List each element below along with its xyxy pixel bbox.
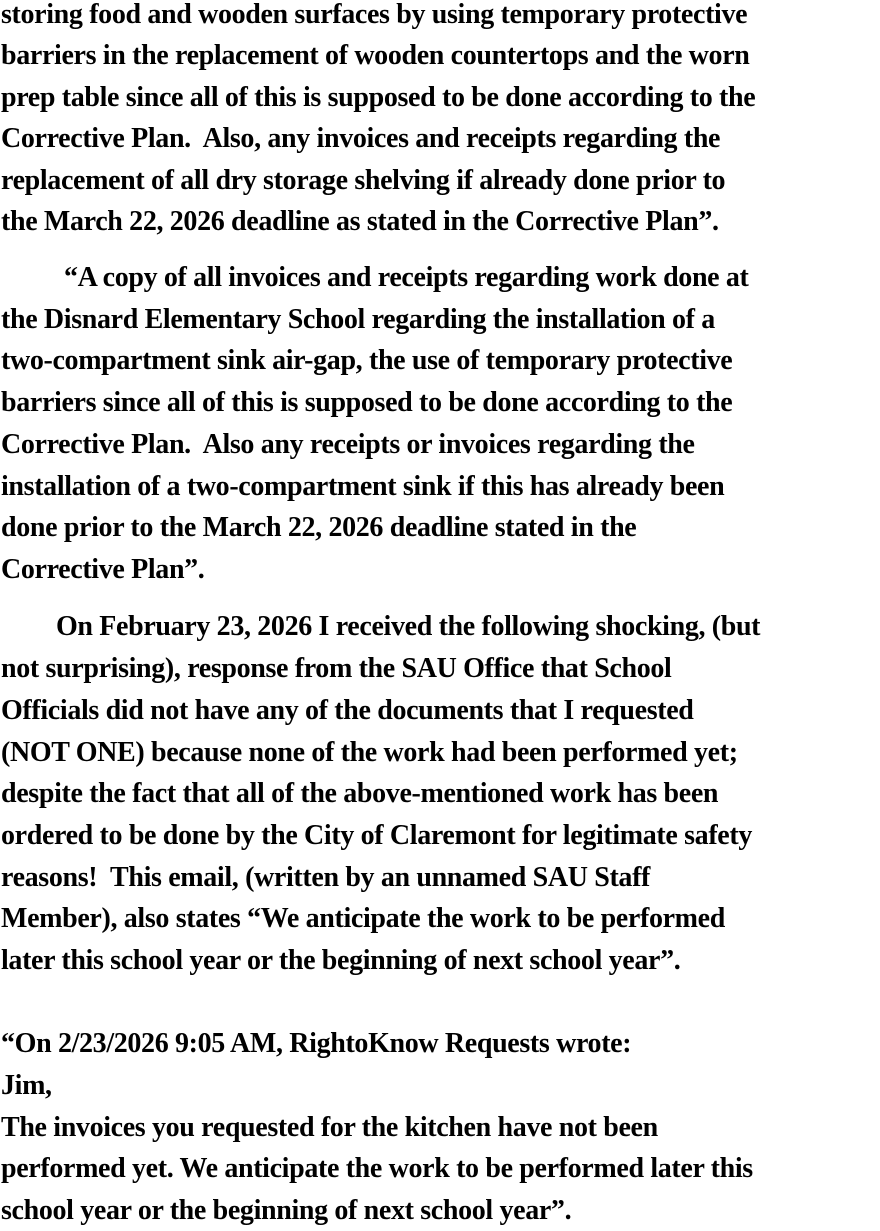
text-line: “A copy of all invoices and receipts regarding work done at bbox=[64, 262, 749, 293]
text-line: barriers since all of this is supposed to be done according to the bbox=[1, 387, 733, 418]
text-line: On February 23, 2026 I received the following shocking, (but bbox=[56, 611, 761, 642]
text-line: the March 22, 2026 deadline as stated in the Corrective Plan”. bbox=[1, 206, 719, 237]
email-salutation: Jim, bbox=[1, 1070, 52, 1101]
text-line: The invoices you requested for the kitchen have not been bbox=[1, 1112, 658, 1143]
text-line: Corrective Plan”. bbox=[1, 554, 205, 585]
text-line: Member), also states “We anticipate the work to be performed bbox=[1, 903, 725, 934]
text-line: storing food and wooden surfaces by using temporary protective bbox=[1, 0, 748, 30]
text-line: done prior to the March 22, 2026 deadline stated in the bbox=[1, 512, 637, 543]
text-line: despite the fact that all of the above-mentioned work has been bbox=[1, 778, 719, 809]
text-line: reasons! This email, (written by an unnamed SAU Staff bbox=[1, 862, 651, 893]
text-line: ordered to be done by the City of Claremont for legitimate safety bbox=[1, 820, 752, 851]
text-line: prep table since all of this is supposed to be done according to the bbox=[1, 82, 756, 113]
email-header-line: “On 2/23/2026 9:05 AM, RightoKnow Requests wrote: bbox=[1, 1028, 632, 1059]
text-line: two-compartment sink air-gap, the use of temporary protective bbox=[1, 345, 733, 376]
text-line: Officials did not have any of the documents that I requested bbox=[1, 695, 694, 726]
text-line: barriers in the replacement of wooden countertops and the worn bbox=[1, 40, 750, 71]
text-line: Corrective Plan. Also, any invoices and receipts regarding the bbox=[1, 123, 721, 154]
text-line: the Disnard Elementary School regarding the installation of a bbox=[1, 304, 715, 335]
text-line: installation of a two-compartment sink if this has already been bbox=[1, 471, 725, 502]
text-line: school year or the beginning of next school year”. bbox=[1, 1195, 572, 1226]
text-line: replacement of all dry storage shelving if already done prior to bbox=[1, 165, 726, 196]
text-line: later this school year or the beginning of next school year”. bbox=[1, 945, 681, 976]
text-line: not surprising), response from the SAU Office that School bbox=[1, 653, 672, 684]
text-line: Corrective Plan. Also any receipts or invoices regarding the bbox=[1, 429, 695, 460]
text-line: performed yet. We anticipate the work to be performed later this bbox=[1, 1153, 753, 1184]
text-line: (NOT ONE) because none of the work had been performed yet; bbox=[1, 737, 738, 768]
